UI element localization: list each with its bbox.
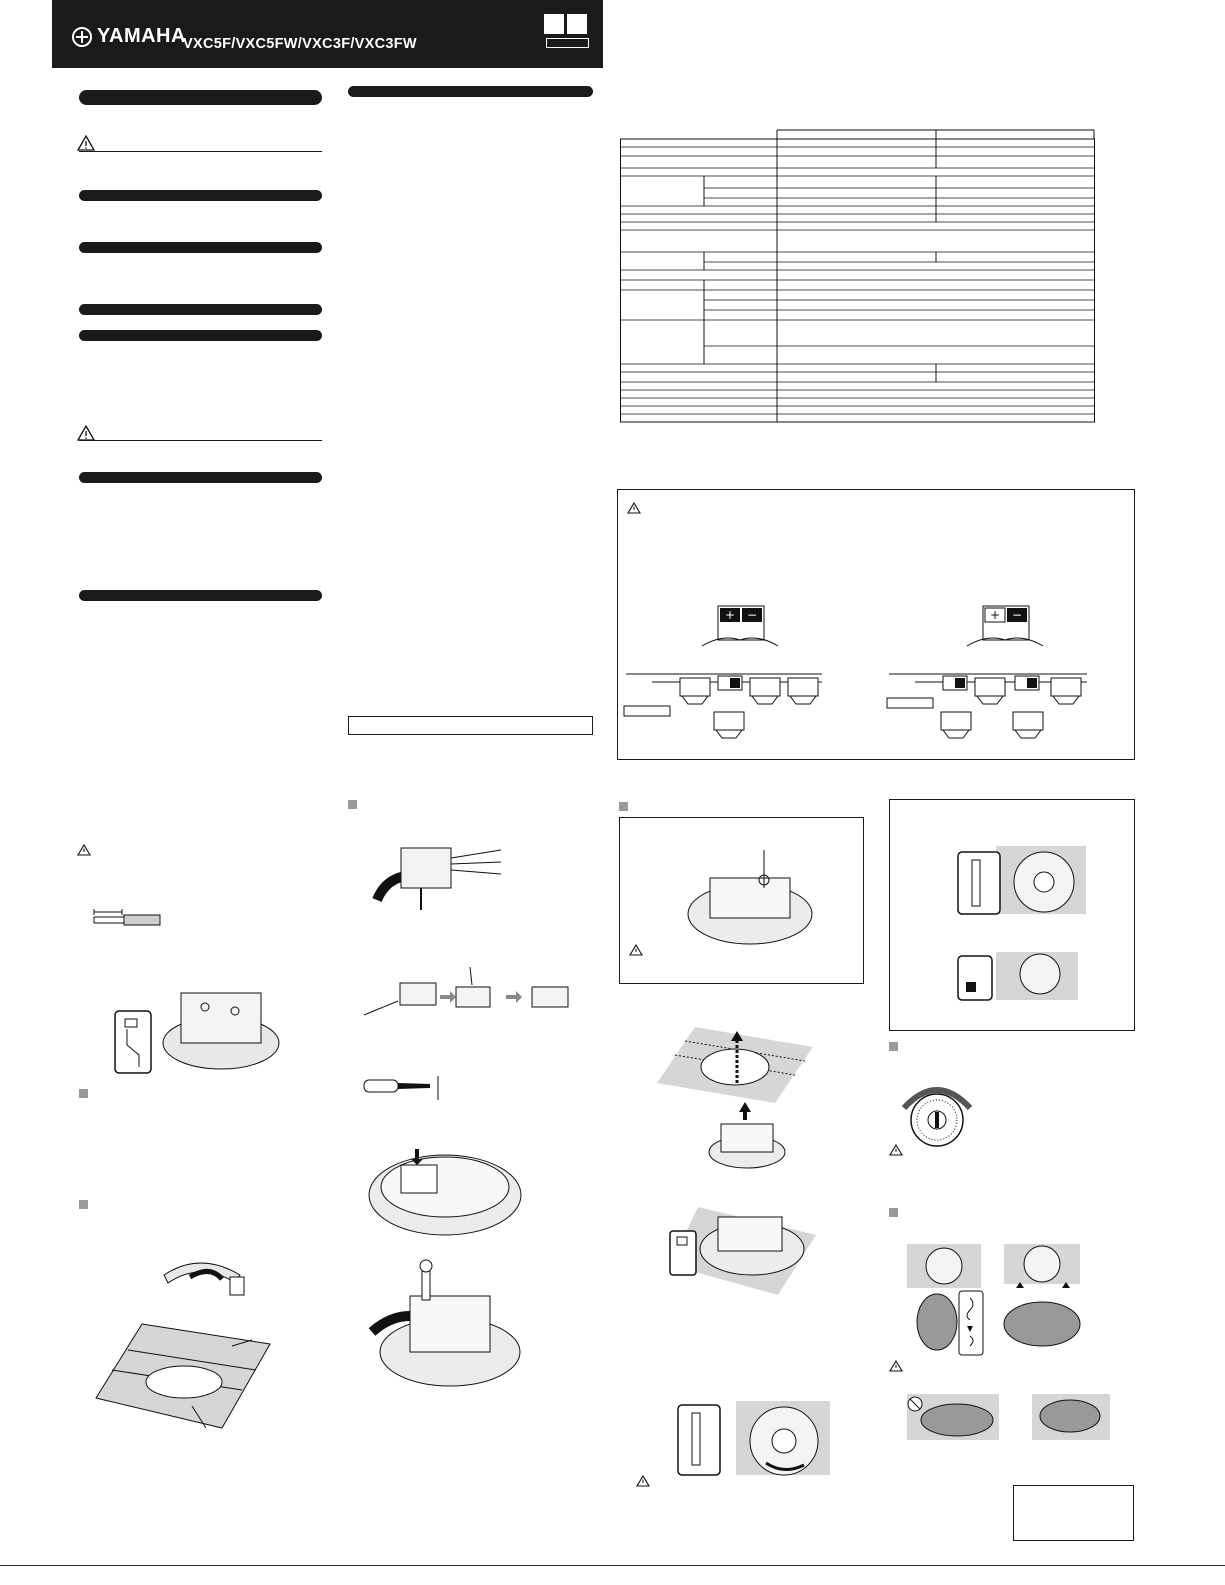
section-header-5 — [79, 330, 322, 341]
svg-text:+: + — [724, 608, 736, 622]
speaker-in-ceiling-illustration — [668, 1195, 818, 1300]
incorrect-grille-fit-illustration — [905, 1392, 1001, 1442]
section-header-col2 — [348, 86, 593, 97]
section-header-2 — [79, 190, 322, 201]
removal-illustration-bottom — [956, 950, 1080, 1002]
grille-wire-detail — [958, 1290, 984, 1356]
step-marker — [889, 1208, 898, 1217]
speaker-back-illustration — [113, 985, 283, 1077]
stamp-box — [1013, 1485, 1134, 1541]
section-header-1 — [79, 90, 322, 105]
warning-icon — [77, 425, 95, 441]
ceiling-tile-illustration — [92, 1320, 274, 1432]
speaker-insert-illustration — [705, 1100, 795, 1170]
step-marker — [79, 1200, 88, 1209]
terminal-wiring-steps-illustration — [360, 965, 580, 1025]
ring-bracket-illustration — [160, 1255, 250, 1305]
note-box — [348, 716, 593, 735]
step-marker — [619, 802, 628, 811]
screw-mount-illustration — [370, 1260, 520, 1390]
svg-text:−: − — [746, 608, 758, 622]
bottom-rule — [0, 1565, 1225, 1566]
section-header-3 — [79, 242, 322, 253]
warning-icon — [627, 502, 641, 514]
warning-icon — [77, 135, 95, 151]
correct-grille-fit-illustration — [1030, 1392, 1112, 1442]
yamaha-tuning-fork-logo-icon — [72, 27, 92, 47]
tap-selector-dial-icon — [900, 1078, 974, 1152]
step-marker — [348, 800, 357, 809]
caution-rule — [79, 151, 322, 152]
step-marker — [889, 1042, 898, 1051]
brand-logo: YAMAHA — [97, 25, 186, 47]
clamp-tighten-illustration — [676, 1383, 832, 1477]
model-title: VXC5F/VXC5FW/VXC3F/VXC3FW — [183, 36, 417, 52]
grille-attach-illustration-right — [1002, 1242, 1082, 1352]
warning-icon — [629, 944, 643, 956]
screwdriver-tip-diagram — [360, 1074, 450, 1102]
warning-icon — [636, 1475, 650, 1487]
svg-text:−: − — [1011, 608, 1023, 622]
section-header-4 — [79, 304, 322, 315]
speaker-terminal-connection-illustration — [365, 1135, 525, 1245]
specifications-table — [620, 128, 1096, 424]
section-header-6 — [79, 472, 322, 483]
junction-box-illustration — [375, 840, 505, 915]
safety-wire-illustration — [680, 848, 820, 948]
warning-icon — [889, 1144, 903, 1156]
svg-text:+: + — [989, 608, 1001, 622]
section-header-7 — [79, 590, 322, 601]
ceiling-cutout-illustration — [655, 1025, 815, 1105]
wire-strip-diagram — [92, 905, 172, 933]
wiring-diagram-right — [885, 604, 1095, 744]
caution-rule — [79, 440, 322, 441]
language-indicator-bar — [546, 38, 589, 48]
warning-icon — [77, 844, 91, 856]
wiring-diagram-left — [622, 604, 832, 744]
step-marker — [79, 1089, 88, 1098]
warning-icon — [889, 1360, 903, 1372]
language-box-left — [544, 14, 564, 34]
language-box-right — [567, 14, 587, 34]
removal-illustration-top — [956, 842, 1088, 916]
